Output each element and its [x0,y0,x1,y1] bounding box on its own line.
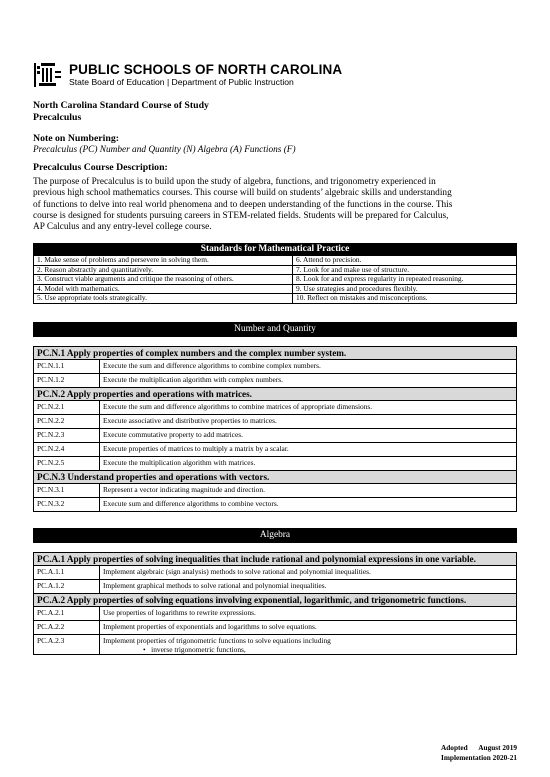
description-line: The purpose of Precalculus is to build upon the study of algebra, functions, and trigonometry experienced in [33,177,436,187]
practice-item: 2. Reason abstractly and quantitatively. [34,265,293,275]
standard-code: PC.A.2.3 [34,634,100,654]
practice-item: 8. Look for and express regularity in repeated reasoning. [293,275,517,285]
standard-heading: PC.N.3 Understand properties and operations with vectors. [34,470,517,483]
standard-text: Implement algebraic (sign analysis) methods to solve rational and polynomial inequalities. [100,565,517,579]
standard-code: PC.N.2.1 [34,400,100,414]
standard-code: PC.N.2.4 [34,442,100,456]
practice-item: 7. Look for and make use of structure. [293,265,517,275]
standard-code: PC.N.2.2 [34,414,100,428]
table-row [34,497,517,511]
standard-heading: PC.A.2 Apply properties of solving equations involving exponential, logarithmic, and trigonometric functions. [34,593,517,606]
table-row [34,606,517,620]
standard-text: Execute the sum and difference algorithms to combine matrices of appropriate dimensions. [100,400,517,414]
table-row [34,456,517,470]
standard-code: PC.N.1.2 [34,373,100,387]
standard-text: Implement graphical methods to solve rational and polynomial inequalities. [100,579,517,593]
numbering-text: Precalculus (PC) Number and Quantity (N) Algebra (A) Functions (F) [33,145,296,155]
table-row [34,483,517,497]
standard-heading: PC.N.1 Apply properties of complex numbers and the complex number system. [34,346,517,359]
standard-heading: PC.A.1 Apply properties of solving inequalities that include rational and polynomial expressions in one variable. [34,552,517,565]
table-row [34,359,517,373]
practice-item: 5. Use appropriate tools strategically. [34,294,293,304]
standard-text: Implement properties of trigonometric functions to solve equations including [103,635,331,645]
table-row [34,428,517,442]
table-row [34,620,517,634]
algebra-banner: Algebra [33,528,517,543]
table-row [34,294,517,304]
standard-text: Execute properties of matrices to multiply a matrix by a scalar. [100,442,517,456]
practice-item: 1. Make sense of problems and persevere in solving them. [34,255,293,265]
implementation-year: Implementation 2020-21 [440,752,517,762]
bullet-item [103,645,513,654]
standard-text: Execute sum and difference algorithms to combine vectors. [100,497,517,511]
doc-title: North Carolina Standard Course of Study [33,100,209,111]
org-subtitle: State Board of Education | Department of Public Instruction [69,77,294,88]
algebra-table [33,552,517,655]
practice-item: 6. Attend to precision. [293,255,517,265]
standard-code: PC.A.1.1 [34,565,100,579]
page-content [33,100,517,655]
numbering-heading: Note on Numbering: [33,133,119,144]
table-row [34,400,517,414]
standard-code: PC.N.1.1 [34,359,100,373]
description-line: of functions to delve into real world phenomena and to deepen understanding of the functions in the course. This [33,199,453,210]
standard-code: PC.N.2.5 [34,456,100,470]
practice-item: 3. Construct viable arguments and critique the reasoning of others. [34,275,293,285]
description-heading: Precalculus Course Description: [33,162,168,173]
header-logo [33,61,342,89]
description-line: previous high school mathematics courses. This course will build on students’ algebraic skills and understanding [33,188,452,199]
adopted-date: Adopted August 2019 [440,743,517,752]
page-footer [441,743,517,762]
standard-text: Use properties of logarithms to rewrite expressions. [100,606,517,620]
standard-code: PC.A.2.2 [34,620,100,634]
doc-subtitle: Precalculus [33,112,82,123]
table-row [34,275,517,285]
capitol-building-icon [33,60,63,90]
standard-code: PC.A.2.1 [34,606,100,620]
standard-text: Implement properties of exponentials and logarithms to solve equations. [100,620,517,634]
standard-text: Execute the multiplication algorithm with matrices. [100,456,517,470]
standard-text: Execute associative and distributive properties to matrices. [100,414,517,428]
number-quantity-table [33,346,517,512]
description-line: AP Calculus and any entry-level college course. [33,222,212,233]
bullet-text: inverse trigonometric functions, [151,644,246,654]
standard-code: PC.N.3.1 [34,483,100,497]
standard-code: PC.A.1.2 [34,579,100,593]
standard-text: Represent a vector indicating magnitude and direction. [100,483,517,497]
practice-standards-title: Standards for Mathematical Practice [34,244,517,256]
bullet-icon: • [143,644,152,654]
standard-code: PC.N.3.2 [34,497,100,511]
practice-standards-table [33,243,517,303]
table-row [34,565,517,579]
standard-text: Execute the multiplication algorithm with complex numbers. [100,373,517,387]
table-row [34,373,517,387]
standard-text: Execute the sum and difference algorithms to combine complex numbers. [100,359,517,373]
org-name: PUBLIC SCHOOLS OF NORTH CAROLINA [69,61,343,77]
standard-heading: PC.N.2 Apply properties and operations with matrices. [34,387,517,400]
table-row [34,634,517,654]
table-row [34,442,517,456]
practice-item: 9. Use strategies and procedures flexibly. [293,284,517,294]
standard-text: Execute commutative property to add matrices. [100,428,517,442]
practice-item: 10. Reflect on mistakes and misconceptions. [293,294,517,304]
standard-text-with-bullet [100,634,517,654]
description-line: course is designed for students pursuing careers in STEM-related fields. Students will be prepared for Calculus, [33,210,449,221]
standard-code: PC.N.2.3 [34,428,100,442]
number-quantity-banner: Number and Quantity [33,322,517,337]
table-row [34,579,517,593]
table-row [34,414,517,428]
practice-item: 4. Model with mathematics. [34,284,293,294]
course-description [33,177,517,233]
table-row [34,255,517,265]
